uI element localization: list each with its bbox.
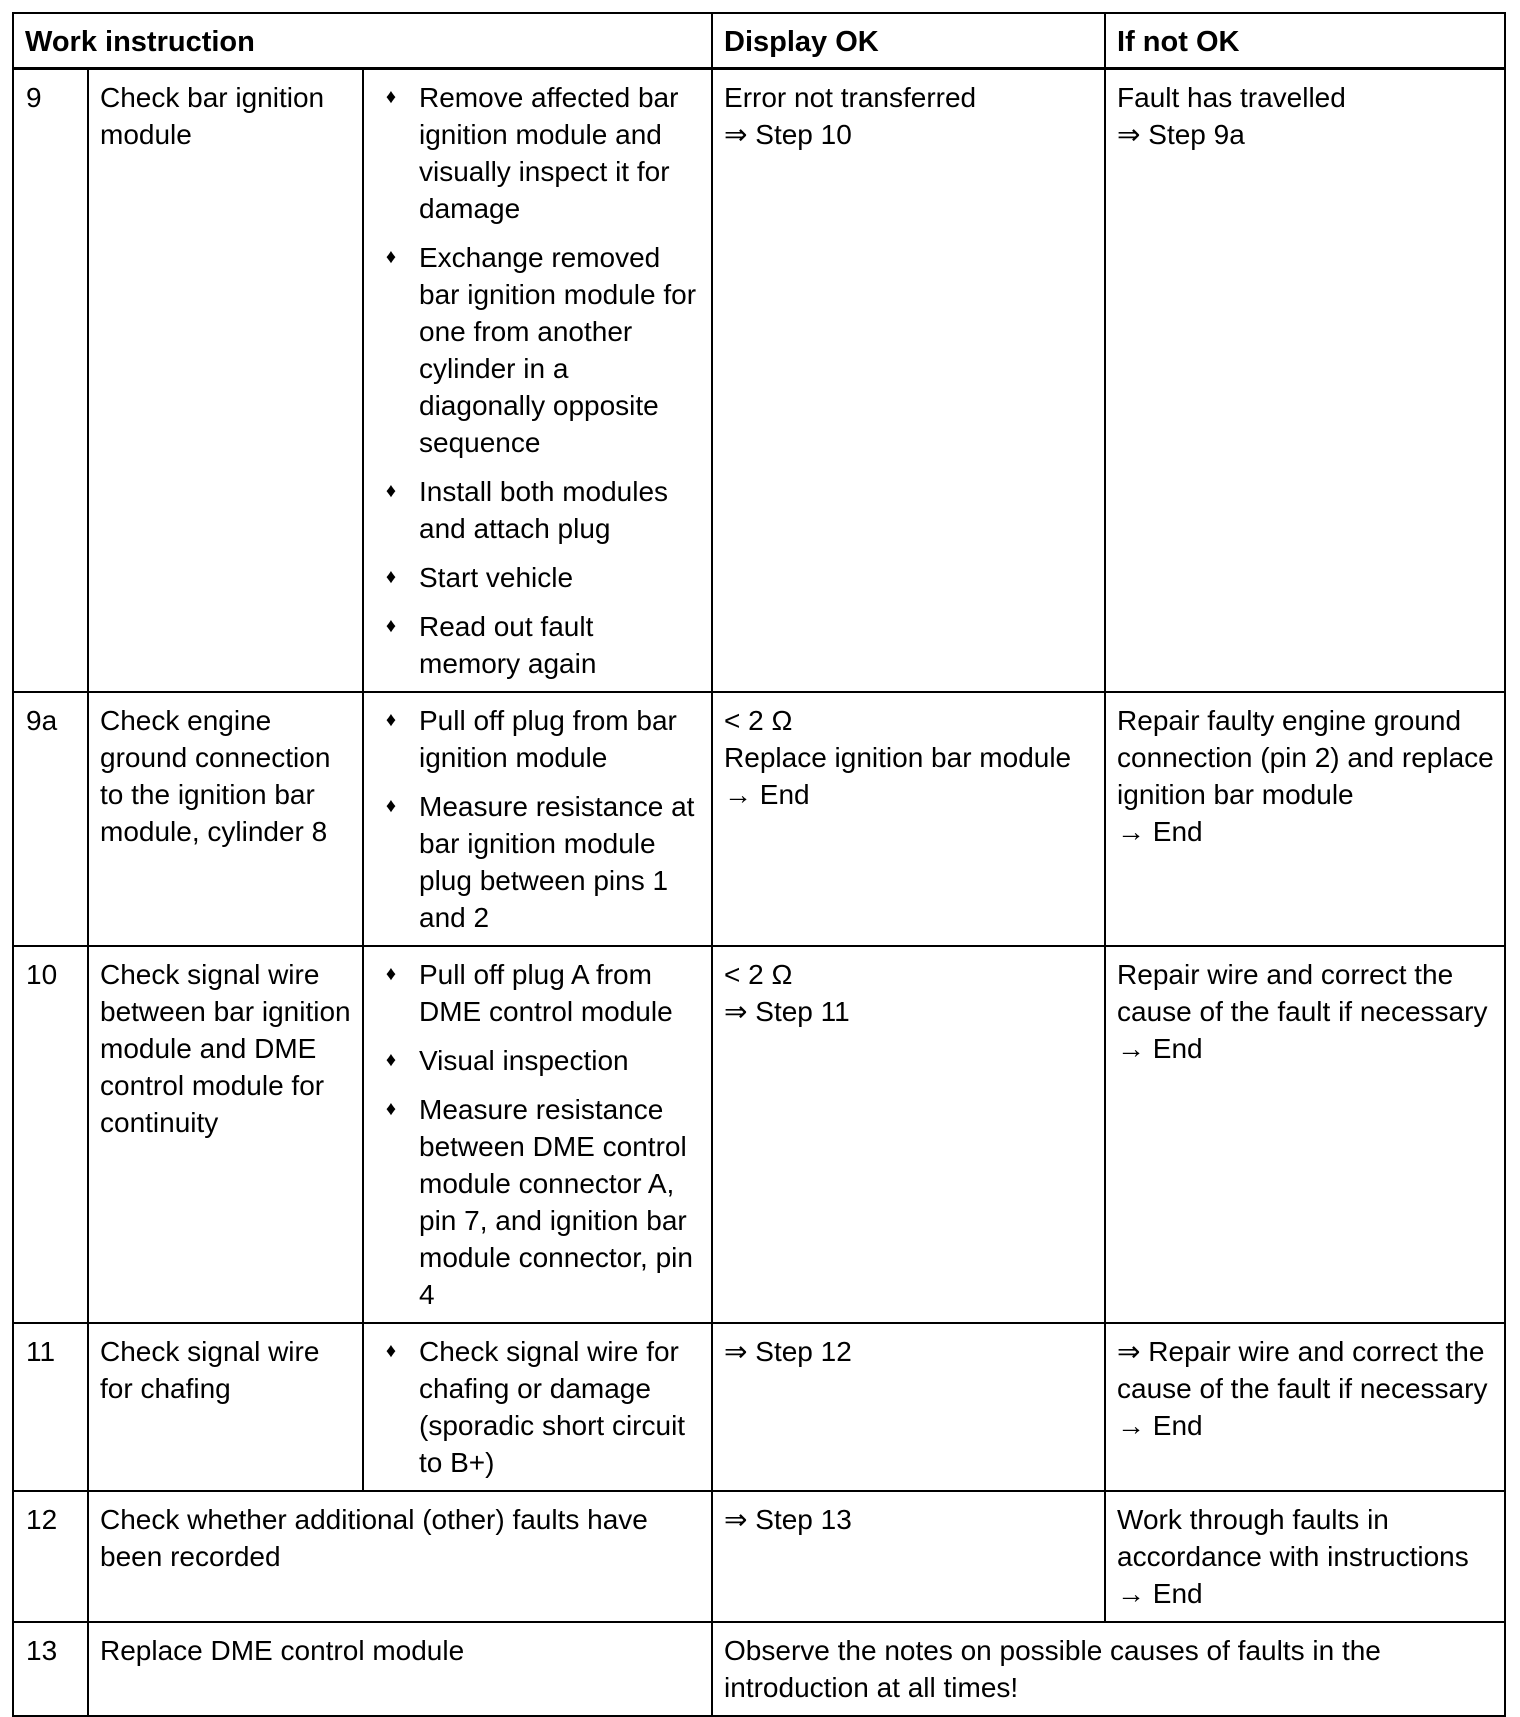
action-item: ♦ Measure resistance between DME control module connector A, pin 7, and ignition bar module connector, pin 4 [375, 1091, 701, 1313]
table-row [13, 946, 1505, 1323]
display-ok-cell: < 2 Ω Replace ignition bar module → End [712, 692, 1105, 946]
action-item: ♦ Check signal wire for chafing or damage (sporadic short circuit to B+) [375, 1333, 701, 1481]
diamond-bullet-icon: ♦ [385, 615, 397, 637]
action-item: ♦ Read out fault memory again [375, 608, 701, 682]
step-task: Check signal wire between bar ignition module and DME control module for continuity [88, 946, 363, 1323]
step-note: Observe the notes on possible causes of faults in the introduction at all times! [712, 1622, 1505, 1716]
work-instruction-table [12, 12, 1506, 1717]
action-item: ♦ Start vehicle [375, 559, 701, 596]
step-number: 9 [13, 69, 88, 693]
step-number: 12 [13, 1491, 88, 1622]
display-ok-cell: < 2 Ω ⇒ Step 11 [712, 946, 1105, 1323]
header-row [13, 13, 1505, 69]
action-item: ♦ Exchange removed bar ignition module for one from another cylinder in a diagonally opposite sequence [375, 239, 701, 461]
diamond-bullet-icon: ♦ [385, 86, 397, 108]
header-work-instruction: Work instruction [13, 13, 712, 69]
step-number: 13 [13, 1622, 88, 1716]
step-task: Check whether additional (other) faults have been recorded [88, 1491, 712, 1622]
action-item: ♦ Pull off plug from bar ignition module [375, 702, 701, 776]
action-item: ♦ Visual inspection [375, 1042, 701, 1079]
diamond-bullet-icon: ♦ [385, 795, 397, 817]
diamond-bullet-icon: ♦ [385, 709, 397, 731]
table-row [13, 692, 1505, 946]
diamond-bullet-icon: ♦ [385, 246, 397, 268]
display-ok-cell: Error not transferred ⇒ Step 10 [712, 69, 1105, 693]
step-number: 10 [13, 946, 88, 1323]
step-task: Replace DME control module [88, 1622, 712, 1716]
table-row [13, 1491, 1505, 1622]
header-if-not-ok: If not OK [1105, 13, 1505, 69]
if-not-ok-cell: Repair wire and correct the cause of the fault if necessary → End [1105, 946, 1505, 1323]
diamond-bullet-icon: ♦ [385, 566, 397, 588]
step-task: Check bar ignition module [88, 69, 363, 693]
action-item: ♦ Measure resistance at bar ignition module plug between pins 1 and 2 [375, 788, 701, 936]
if-not-ok-cell: Fault has travelled ⇒ Step 9a [1105, 69, 1505, 693]
step-task: Check engine ground connection to the ignition bar module, cylinder 8 [88, 692, 363, 946]
action-item: ♦ Pull off plug A from DME control module [375, 956, 701, 1030]
step-number: 11 [13, 1323, 88, 1491]
step-actions [363, 692, 712, 946]
action-item: ♦ Remove affected bar ignition module and visually inspect it for damage [375, 79, 701, 227]
step-actions [363, 946, 712, 1323]
step-actions [363, 69, 712, 693]
diamond-bullet-icon: ♦ [385, 1098, 397, 1120]
display-ok-cell: ⇒ Step 13 [712, 1491, 1105, 1622]
diamond-bullet-icon: ♦ [385, 963, 397, 985]
if-not-ok-cell: ⇒ Repair wire and correct the cause of the fault if necessary → End [1105, 1323, 1505, 1491]
display-ok-cell: ⇒ Step 12 [712, 1323, 1105, 1491]
action-item: ♦ Install both modules and attach plug [375, 473, 701, 547]
header-display-ok: Display OK [712, 13, 1105, 69]
table-row [13, 1323, 1505, 1491]
diamond-bullet-icon: ♦ [385, 1340, 397, 1362]
step-task: Check signal wire for chafing [88, 1323, 363, 1491]
step-actions [363, 1323, 712, 1491]
if-not-ok-cell: Work through faults in accordance with instructions → End [1105, 1491, 1505, 1622]
diamond-bullet-icon: ♦ [385, 480, 397, 502]
step-number: 9a [13, 692, 88, 946]
table-row [13, 69, 1505, 693]
table-row [13, 1622, 1505, 1716]
if-not-ok-cell: Repair faulty engine ground connection (pin 2) and replace ignition bar module → End [1105, 692, 1505, 946]
diamond-bullet-icon: ♦ [385, 1049, 397, 1071]
